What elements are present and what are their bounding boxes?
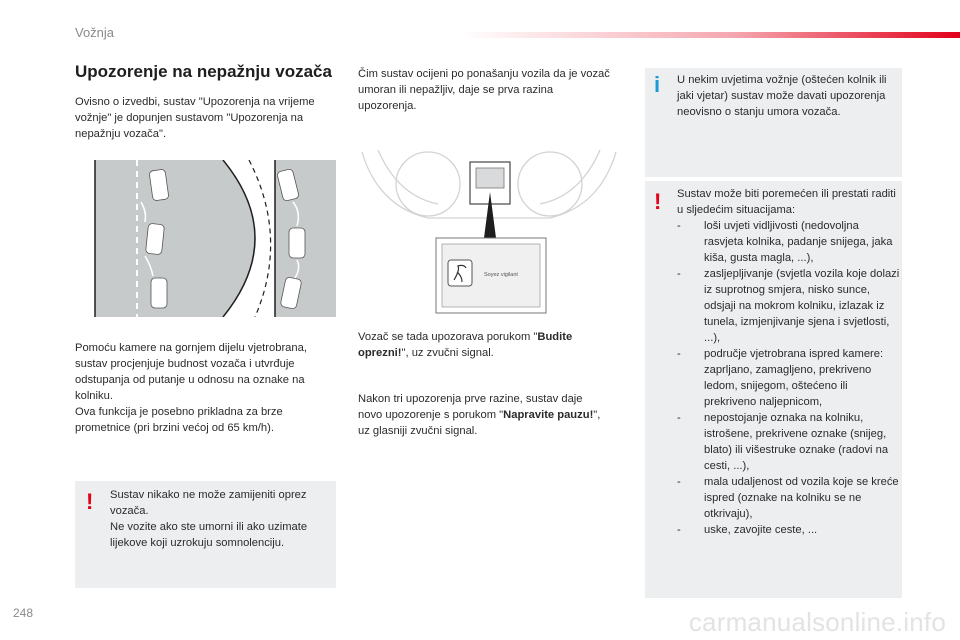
alert2-text-a: Nakon tri upozorenja prve razine, sustav daje novo upozorenje s porukom " <box>358 393 583 421</box>
warning-line-1: Sustav nikako ne može zamijeniti oprez vozača. <box>110 489 307 517</box>
info-icon: i <box>654 72 661 97</box>
watermark: carmanualsonline.info <box>688 607 946 637</box>
header-bar <box>460 32 960 38</box>
alert2-text-c: ", uz glasniji zvučni signal. <box>358 409 601 437</box>
speed-paragraph: Ova funkcija je posebno prikladna za brze prometnice (pri brzini većoj od 65 km/h). <box>75 406 283 434</box>
warning-icon: ! <box>86 489 94 514</box>
alert-text-c: ", uz zvučni signal. <box>401 347 494 359</box>
alert-message-pauza: Napravite pauzu! <box>503 409 594 421</box>
list-item: - uske, zavojite ceste, ... <box>677 522 901 538</box>
alert-message-budite: Budite oprezni! <box>358 331 573 359</box>
first-alert-paragraph <box>358 329 608 361</box>
second-alert-paragraph <box>358 391 608 439</box>
situation-list <box>677 218 901 538</box>
warning-text-1 <box>110 487 332 551</box>
warning-line-2: Ne vozite ako ste umorni ili ako uzimate lijekove koji uzrokuju somnolenciju. <box>110 521 308 549</box>
list-item: - područje vjetrobrana ispred kamere: zaprljano, zamagljeno, prekriveno ledom, snijegom, oštećeno ili prekriveno naljepnicom, <box>677 346 901 410</box>
header-section: Vožnja <box>75 25 115 40</box>
warning-icon-2: ! <box>654 189 662 214</box>
page-number: 248 <box>13 606 34 620</box>
list-item: - zasljepljivanje (svjetla vozila koje dolazi iz suprotnog smjera, nisko sunce, odsjaji na mokrom kolniku, izlazak iz tunela, izmjenjivanje sjena i svjetlosti, ...), <box>677 266 901 346</box>
list-item: - nepostojanje oznaka na kolniku, istrošene, prekrivene oznake (snijeg, blato) ili višestruke oznake (radovi na cesti, ...), <box>677 410 901 474</box>
display-message: Soyez vigilant <box>484 272 518 278</box>
camera-paragraph: Pomoću kamere na gornjem dijelu vjetrobrana, sustav procjenjuje budnost vozača i utvrđuje odstupanja od putanje u odnosu na oznake na kolniku. <box>75 342 307 402</box>
page-title: Upozorenje na nepažnju vozača <box>75 62 332 81</box>
intro-paragraph: Ovisno o izvedbi, sustav "Upozorenja na vrijeme vožnje" je dopunjen sustavom "Upozorenja na nepažnju vozača". <box>75 96 315 140</box>
warning-intro: Sustav može biti poremećen ili prestati raditi u sljedećim situacijama: <box>677 188 896 216</box>
list-item: - loši uvjeti vidljivosti (nedovoljna rasvjeta kolnika, padanje snijega, jaka kiša, gusta magla, ...), <box>677 218 901 266</box>
lane-drift-illustration <box>75 160 336 317</box>
instrument-panel-illustration <box>358 146 620 316</box>
list-item: - mala udaljenost od vozila koje se kreće ispred (oznake na kolniku se ne otkrivaju), <box>677 474 901 522</box>
warning-text-2 <box>677 186 901 538</box>
info-text: U nekim uvjetima vožnje (oštećen kolnik ili jaki vjetar) sustav može davati upozorenja neovisno o stanju umora vozača. <box>677 74 887 118</box>
alert-text-a: Vozač se tada upozorava porukom " <box>358 331 538 343</box>
first-level-paragraph: Čim sustav ocijeni po ponašanju vozila da je vozač umoran ili nepažljiv, daje se prva razina upozorenja. <box>358 68 610 112</box>
